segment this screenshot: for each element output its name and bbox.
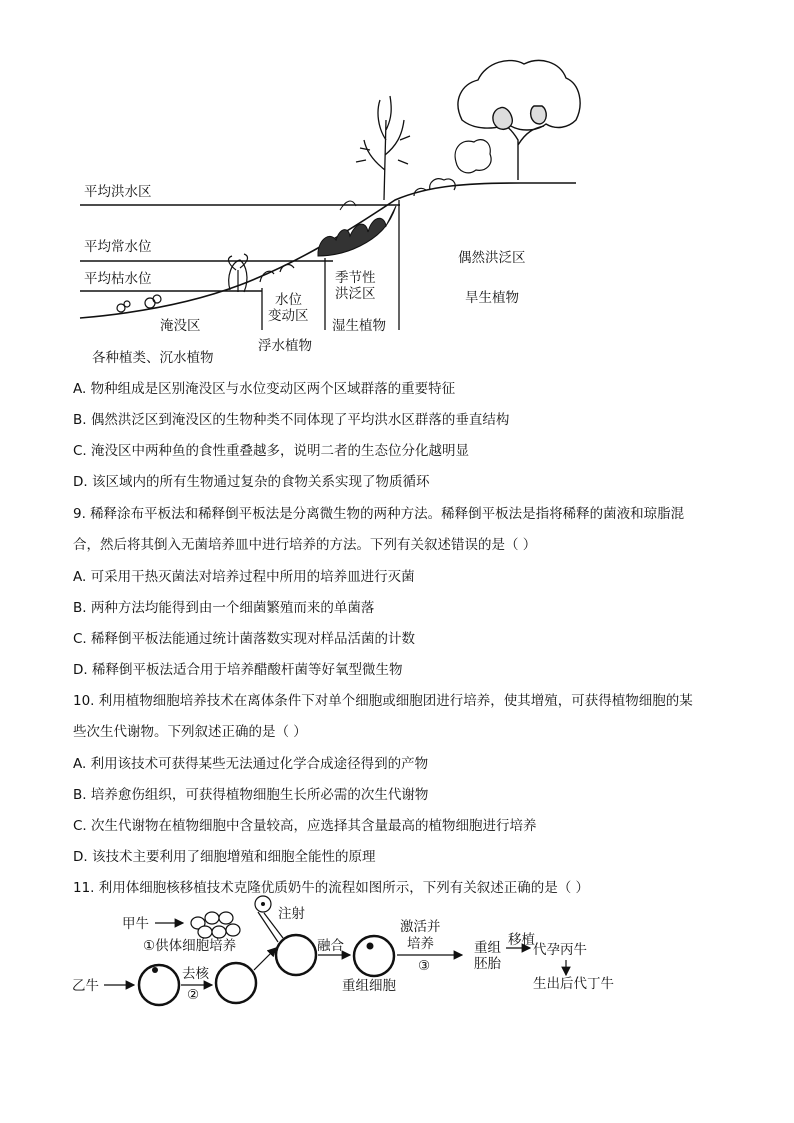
q10-stem-line2: 些次生代谢物。下列叙述正确的是（ ） [73,724,307,740]
label-xeric: 旱生植物 [465,290,519,306]
label-surrogate: 代孕丙牛 [533,942,587,958]
q10-option-c: C. 次生代谢物在植物细胞中含量较高，应选择其含量最高的植物细胞进行培养 [73,818,537,834]
label-step2: ② [187,987,200,1003]
label-avg-normal: 平均常水位 [84,239,152,255]
label-submerged-zone: 淹没区 [160,318,201,334]
q8-option-b: B. 偶然洪泛区到淹没区的生物种类不同体现了平均洪水区群落的垂直结构 [73,412,510,428]
label-transfer: 移植 [508,932,535,948]
label-fluctuation-2: 变动区 [268,308,309,324]
q9-option-a: A. 可采用干热灭菌法对培养过程中所用的培养皿进行灭菌 [73,569,415,585]
q10-option-a: A. 利用该技术可获得某些无法通过化学合成途径得到的产物 [73,756,429,772]
q11-stem: 11. 利用体细胞核移植技术克隆优质奶牛的流程如图所示，下列有关叙述正确的是（ ） [73,880,590,896]
label-floating: 浮水植物 [258,338,312,354]
label-embryo-1: 重组 [474,940,501,956]
label-seasonal-1: 季节性 [335,270,376,286]
label-fuse: 融合 [317,938,344,954]
q9-stem-line1: 9. 稀释涂布平板法和稀释倒平板法是分离微生物的两种方法。稀释倒平板法是指将稀释的菌液和琼脂混 [73,506,685,522]
label-cow-b: 乙牛 [72,978,99,994]
label-avg-flood: 平均洪水区 [84,184,152,200]
q9-option-d: D. 稀释倒平板法适合用于培养醋酸杆菌等好氧型微生物 [73,662,403,678]
reconstructed-cell-icon [354,936,394,976]
label-activate-2: 培养 [407,936,434,952]
q9-option-c: C. 稀释倒平板法能通过统计菌落数实现对样品活菌的计数 [73,631,416,647]
label-step3: ③ [418,958,431,974]
label-embryo-2: 胚胎 [474,956,501,972]
label-step1: ①供体细胞培养 [143,938,237,954]
q8-option-d: D. 该区域内的所有生物通过复杂的食物关系实现了物质循环 [73,474,430,490]
injected-oocyte-icon [276,935,316,975]
label-wet-plants: 湿生植物 [332,318,386,334]
oocyte-icon [139,965,179,1005]
q10-stem-line1: 10. 利用植物细胞培养技术在离体条件下对单个细胞或细胞团进行培养，使其增殖，可获得植物细胞的某 [73,693,693,709]
q9-option-b: B. 两种方法均能得到由一个细菌繁殖而来的单菌落 [73,600,375,616]
label-avg-dry: 平均枯水位 [84,271,152,287]
arrow-up [254,948,276,970]
q8-option-c: C. 淹没区中两种鱼的食性重叠越多，说明二者的生态位分化越明显 [73,443,470,459]
label-fluctuation-1: 水位 [275,292,302,308]
label-occasional: 偶然洪泛区 [458,250,526,266]
label-activate-1: 激活并 [400,919,441,935]
label-seasonal-2: 洪泛区 [335,286,376,302]
q9-stem-line2: 合，然后将其倒入无菌培养皿中进行培养的方法。下列有关叙述错误的是（ ） [73,537,537,553]
donor-cells-icon [191,912,240,938]
q10-option-d: D. 该技术主要利用了细胞增殖和细胞全能性的原理 [73,849,376,865]
q10-option-b: B. 培养愈伤组织，可获得植物细胞生长所必需的次生代谢物 [73,787,429,803]
enucleated-oocyte-icon [216,963,256,1003]
label-enucleate: 去核 [182,966,209,982]
label-cow-a: 甲牛 [122,916,149,932]
label-submerged-plants: 各种植类、沉水植物 [92,350,214,366]
label-offspring: 生出后代丁牛 [533,976,614,992]
q8-option-a: A. 物种组成是区别淹没区与水位变动区两个区域群落的重要特征 [73,381,456,397]
label-recon-cell: 重组细胞 [342,978,396,994]
label-inject: 注射 [278,906,305,922]
